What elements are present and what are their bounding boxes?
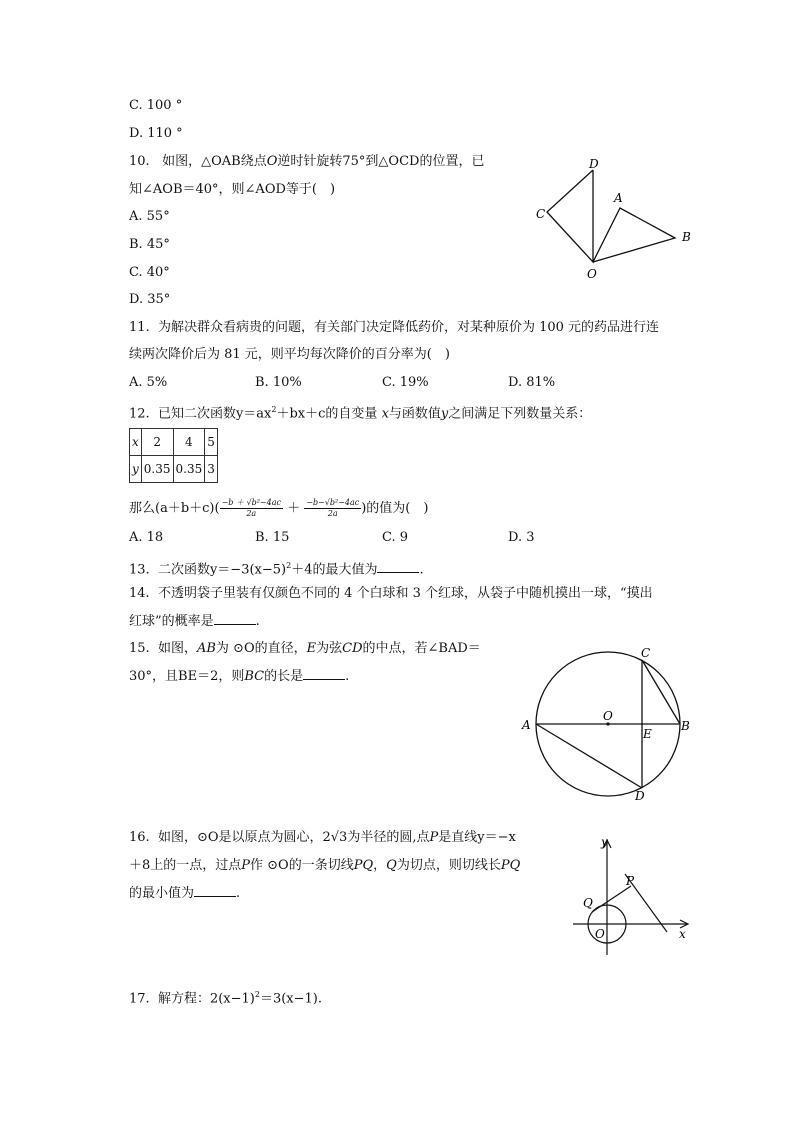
label-b: B [681,719,690,733]
label-q: Q [583,896,593,910]
question-text: 为解决群众看病贵的问题，有关部门决定降低药价，对某种原价为 100 元的药品进行连 [157,320,660,335]
question-number: 13. [129,562,150,578]
label-o: O [603,709,613,723]
question-text: 为 ⊙O的直径， [215,641,307,656]
option-b: B. 15 [255,530,290,545]
question-11-line-2: 续两次降价后为 81 元，则平均每次降价的百分率为( ) [129,347,450,362]
table-cell: 3 [205,456,218,483]
question-12-expression [129,496,428,522]
question-16-line-3 [129,884,240,903]
question-number: 12. [129,406,150,422]
question-text: 逆时针旋转75°到△OCD的位置，已 [277,154,485,169]
point-p: P [241,858,251,873]
answer-blank [303,667,345,680]
table-cell: 0.35 [173,456,205,483]
question-text: 不透明袋子里装有仅颜色不同的 4 个白球和 3 个红球，从袋子中随机摸出一球，“摸出 [157,586,653,601]
option-b: B. 10% [255,375,302,390]
option-a: A. 18 [129,530,164,545]
var-x: x [381,406,389,422]
label-o: O [587,267,597,281]
table-cell: 5 [205,429,218,456]
period: . [345,669,350,684]
table-cell: 2 [141,429,173,456]
question-text: 30°，且BE＝2，则 [129,669,245,684]
question-15-line-1 [129,640,481,658]
question-12-line-1: 12. 已知二次函数$y=ax^2+bx+c$的自变量 x与函数值y之间满足下列数量关系： [129,405,592,422]
question-text: ＋bx＋c的自变量 [276,406,378,422]
label-e: E [643,727,652,741]
question-text: ， [373,858,387,873]
option-d: D. 110 ° [129,126,183,141]
label-d: D [635,789,645,803]
segment-pq: PQ [500,858,521,873]
question-text: 的中点，若∠BAD＝ [362,641,481,656]
question-16-line-1 [129,829,516,847]
table-cell: x [130,429,142,456]
question-number: 11. [129,320,150,335]
question-16-line-2 [129,857,520,875]
label-c: C [536,207,546,221]
option-d: D. 3 [508,530,535,545]
question-text: 为弦 [316,641,343,656]
question-text: 作 ⊙O的一条切线 [250,858,354,873]
value-table [129,428,218,483]
question-number: 15. [129,641,150,656]
point-e: E [306,641,317,656]
question-text: 如图，△OAB绕点 [162,154,267,169]
question-text: 如图，⊙O是以原点为圆心，2√3为半径的圆,点 [157,830,430,845]
question-number: 10. [129,154,150,169]
period: . [419,562,424,578]
question-text: 的最小值为 [129,886,195,901]
expression-text: 那么(a＋b＋c)( [129,501,220,516]
question-17: 17. 解方程：$2(x-1)^2=3(x-1)$. [129,990,323,1007]
label-p: P [626,874,635,888]
answer-blank [214,612,256,625]
segment-pq: PQ [353,858,374,873]
question-text: 与函数值 [388,406,441,422]
answer-blank [194,884,236,897]
question-10-line-1 [129,153,484,171]
question-text: 为切点，则切线长 [396,858,501,873]
segment-bc: BC [244,669,265,684]
point-p: P [429,830,439,845]
plus-sign: ＋ [282,501,305,516]
question-text: ＝3(x−1). [259,991,323,1007]
question-number: 14. [129,586,150,601]
period: . [236,886,241,901]
fraction-numerator: −b ＋ √b²−4ac [221,498,281,507]
question-text: ＋4的最大值为 [291,562,378,578]
option-c: C. 9 [382,530,409,545]
tangent-line-figure [565,830,695,960]
option-a: A. 55° [129,209,170,224]
question-text: ＋8上的一点，过点 [129,858,242,873]
point-o: O [266,154,278,169]
label-b: B [682,230,691,244]
label-a: A [522,718,531,732]
label-x: x [679,927,686,941]
expression-text: )的值为( ) [361,501,429,516]
option-d: D. 35° [129,292,171,307]
question-text: 已知二次函数y＝ax [157,406,272,422]
question-number: 17. [129,991,150,1007]
option-a: A. 5% [129,375,168,390]
segment-cd: CD [342,641,363,656]
question-text: 红球”的概率是 [129,614,214,629]
label-o: O [595,927,605,941]
question-text: 二次函数y＝−3(x−5) [157,562,287,578]
option-c: C. 19% [382,375,429,390]
fraction-denominator: 2a [327,509,338,518]
question-15-line-2 [129,667,349,686]
label-y: y [601,835,608,849]
option-c: C. 40° [129,265,170,280]
fraction-2 [304,498,361,519]
circle-diameter-figure [515,640,700,810]
label-d: D [589,157,599,171]
period: . [255,614,260,629]
option-b: B. 45° [129,237,170,252]
question-text: 解方程：2(x−1) [157,991,255,1007]
rotation-triangle-figure [525,150,705,285]
table-cell: 4 [173,429,205,456]
point-q: Q [386,858,397,873]
question-14-line-2 [129,612,260,631]
question-14-line-1 [129,585,653,603]
fraction-denominator: 2a [246,509,257,518]
question-text: 的长是 [264,669,304,684]
question-number: 16. [129,830,150,845]
table-cell: 0.35 [141,456,173,483]
question-text: 是直线y＝−x [438,830,516,845]
question-13: 13. 二次函数$y=-3(x-5)^2+4$的最大值为 . [129,561,424,578]
var-y: y [440,406,449,422]
label-c: C [641,646,651,660]
segment-ab: AB [196,641,216,656]
fraction-numerator: −b−√b²−4ac [306,498,360,507]
table-row [130,429,218,456]
table-cell: y [130,456,142,483]
question-10-line-2: 知∠AOB＝40°，则∠AOD等于( ) [129,182,336,197]
question-text: 之间满足下列数量关系： [448,406,592,422]
table-row [130,456,218,483]
answer-blank [377,560,419,573]
fraction-1 [220,498,283,519]
label-a: A [614,191,623,205]
option-c: C. 100 ° [129,98,183,113]
option-d: D. 81% [508,375,556,390]
question-text: 如图， [157,641,197,656]
question-11-line-1 [129,319,659,337]
